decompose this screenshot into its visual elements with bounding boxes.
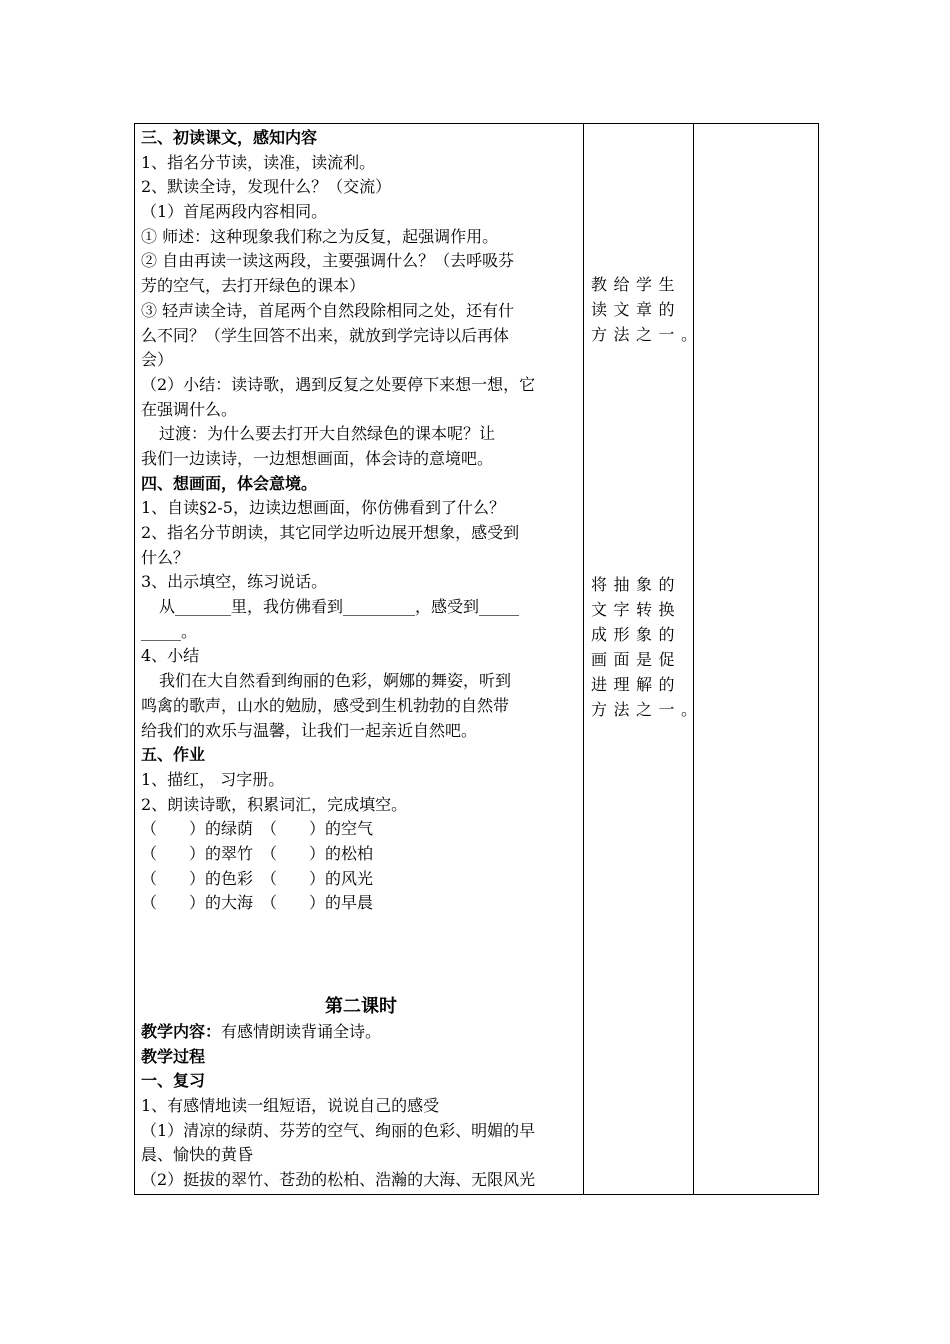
note-line: 画面是促 [591, 650, 682, 669]
text-line: （2）小结：读诗歌，遇到反复之处要停下来想一想，它 [141, 374, 536, 394]
section-heading-3: 三、初读课文，感知内容 [141, 128, 318, 147]
teaching-content-text: 有感情朗读背诵全诗。 [221, 1022, 382, 1041]
text-line: ② 自由再读一读这两段，主要强调什么？（去呼吸芬 [141, 251, 515, 271]
text-line: 2、默读全诗，发现什么？（交流） [141, 177, 392, 197]
note-line: 方法之一。 [591, 325, 704, 344]
text-line: 我们在大自然看到绚丽的色彩，婀娜的舞姿，听到 [159, 671, 512, 691]
exercise-line: （ ）的绿荫 （ ）的空气 [141, 819, 374, 839]
text-line: 芳的空气，去打开绿色的课本） [141, 276, 366, 296]
note-line: 进理解的 [591, 675, 682, 694]
text-line: 晨、愉快的黄昏 [141, 1145, 254, 1165]
text-line: 1、描红， 习字册。 [141, 769, 285, 789]
section-heading-5: 五、作业 [141, 745, 206, 765]
text-line: 1、指名分节读，读准，读流利。 [141, 152, 376, 172]
text-line: 么不同？（学生回答不出来，就放到学完诗以后再体 [141, 325, 510, 345]
note-line: 文字转换 [591, 600, 682, 619]
lesson-plan-table [134, 123, 819, 1195]
note-line: 教给学生 [591, 275, 682, 294]
text-line: （1）首尾两段内容相同。 [141, 202, 328, 222]
column-divider-1 [583, 124, 584, 1194]
teaching-content-label: 教学内容： [141, 1022, 222, 1041]
section-heading-1: 一、复习 [141, 1071, 206, 1091]
note-line: 成形象的 [591, 625, 682, 644]
text-line: 1、有感情地读一组短语，说说自己的感受 [141, 1096, 440, 1116]
text-line: 1、自读§2-5，边读边想画面，你仿佛看到了什么？ [141, 498, 505, 518]
column-divider-2 [693, 124, 694, 1194]
text-line: ① 师述：这种现象我们称之为反复，起强调作用。 [141, 226, 499, 246]
fill-blank-line: _____。 [141, 621, 198, 641]
design-note-2 [591, 572, 704, 722]
text-line: 过渡：为什么要去打开大自然绿色的课本呢？让 [159, 424, 496, 444]
text-line: 2、朗读诗歌，积累词汇，完成填空。 [141, 794, 408, 814]
lesson-title: 第二课时 [325, 996, 397, 1017]
teaching-process-heading: 教学过程 [141, 1046, 206, 1066]
text-line: （1）清凉的绿荫、芬芳的空气、绚丽的色彩、明媚的早 [141, 1120, 536, 1140]
text-line: 什么？ [141, 547, 190, 567]
design-note-1 [591, 272, 704, 347]
text-line: 会） [141, 350, 174, 370]
note-line: 读文章的 [591, 300, 682, 319]
exercise-line: （ ）的色彩 （ ）的风光 [141, 868, 374, 888]
text-line: ③ 轻声读全诗，首尾两个自然段除相同之处，还有什 [141, 300, 515, 320]
teaching-content-line [141, 1020, 581, 1045]
text-line: （2）挺拔的翠竹、苍劲的松柏、浩瀚的大海、无限风光 [141, 1170, 536, 1190]
exercise-line: （ ）的大海 （ ）的早晨 [141, 893, 374, 913]
note-line: 方法之一。 [591, 700, 704, 719]
text-line: 我们一边读诗，一边想想画面，体会诗的意境吧。 [141, 448, 494, 468]
spacer [141, 916, 581, 990]
text-line: 3、出示填空，练习说话。 [141, 572, 328, 592]
text-line: 在强调什么。 [141, 399, 238, 419]
fill-blank-line: 从_______里，我仿佛看到_________，感受到_____ [159, 597, 520, 617]
teaching-process-column [141, 126, 581, 1193]
exercise-line: （ ）的翠竹 （ ）的松柏 [141, 843, 374, 863]
text-line: 鸣禽的歌声，山水的勉励，感受到生机勃勃的自然带 [141, 695, 510, 715]
note-line: 将抽象的 [591, 575, 682, 594]
text-line: 2、指名分节朗读，其它同学边听边展开想象，感受到 [141, 523, 520, 542]
section-heading-4: 四、想画面，体会意境。 [141, 473, 318, 493]
text-line: 给我们的欢乐与温馨，让我们一起亲近自然吧。 [141, 720, 478, 740]
text-line: 4、小结 [141, 646, 200, 666]
